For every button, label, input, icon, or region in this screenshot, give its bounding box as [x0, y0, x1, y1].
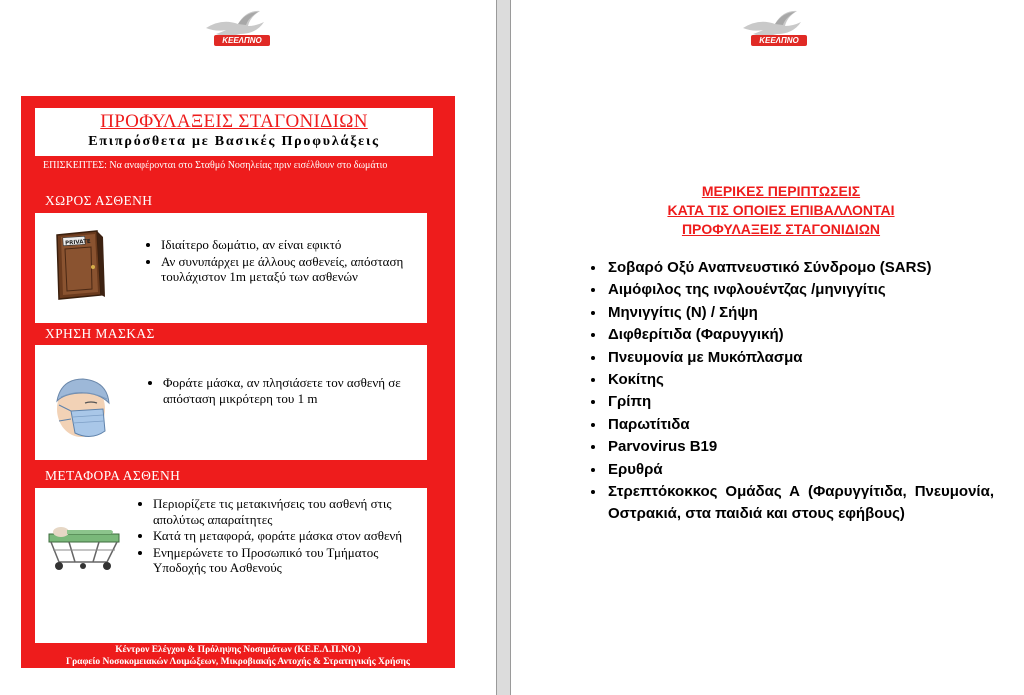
heading-line: ΜΕΡΙΚΕΣ ΠΕΡΙΠΤΩΣΕΙΣ [701, 183, 861, 199]
condition-item: • Ερυθρά [606, 459, 994, 481]
section-title-patient-transport: ΜΕΤΑΦΟΡΑ ΑΣΘΕΝΗ [45, 468, 181, 483]
logo-text: ΚΕΕΛΠΝΟ [214, 35, 270, 46]
condition-item: • Parvovirus B19 [606, 436, 994, 458]
condition-item: • Διφθερίτιδα (Φαρυγγική) [606, 324, 994, 346]
poster-title: ΠΡΟΦΥΛΑΞΕΙΣ ΣΤΑΓΟΝΙΔΙΩΝ [100, 111, 368, 132]
stretcher-icon [45, 518, 123, 583]
bullet-item: • Ιδιαίτερο δωμάτιο, αν είναι εφικτό [161, 237, 419, 253]
condition-item: • Μηνιγγίτις (Ν) / Σήψη [606, 302, 994, 324]
poster-footer-line1: Κέντρον Ελέγχου & Πρόληψης Νοσημάτων (ΚΕ.Ε.Λ.Π.ΝΟ.) [115, 645, 361, 655]
poster-subtitle: Επιπρόσθετα με Βασικές Προφυλάξεις [88, 134, 380, 149]
document-page-left [0, 0, 496, 695]
section-title-mask-use: ΧΡΗΣΗ ΜΑΣΚΑΣ [45, 326, 155, 341]
keelpno-logo [739, 8, 809, 48]
document-page-right [511, 0, 1024, 695]
condition-item: • Παρωτίτιδα [606, 414, 994, 436]
page-gutter [496, 0, 511, 695]
condition-item: • Κοκίτης [606, 369, 994, 391]
heading-line: ΠΡΟΦΥΛΑΞΕΙΣ ΣΤΑΓΟΝΙΔΙΩΝ [681, 221, 881, 237]
private-door-icon [51, 229, 109, 306]
poster [21, 96, 455, 668]
keelpno-logo [202, 8, 272, 48]
condition-item: • Πνευμονία με Μυκόπλασμα [606, 347, 994, 369]
door-label: PRIVATE [64, 238, 91, 247]
poster-footer-line2: Γραφείο Νοσοκομειακών Λοιμώξεων, Μικροβιακής Αντοχής & Στρατηγικής Χρήσης [66, 657, 410, 667]
condition-item: • Γρίπη [606, 391, 994, 413]
bullet-item: • Ενημερώνετε το Προσωπικό του Τμήματος Υποδοχής του Ασθενούς [153, 545, 425, 576]
section-box-patient-room [35, 213, 427, 323]
bullet-item: • Φοράτε μάσκα, αν πλησιάσετε τον ασθενή σε απόσταση μικρότερη του 1 m [163, 375, 415, 406]
condition-item: • Σοβαρό Οξύ Αναπνευστικό Σύνδρομο (SARS) [606, 257, 994, 279]
condition-item: • Αιμόφιλος της ινφλουέντζας /μηνιγγίτις [606, 279, 994, 301]
conditions-list [589, 257, 994, 526]
right-page-heading [591, 182, 971, 239]
face-mask-icon [51, 375, 115, 450]
visitors-note: ΕΠΙΣΚΕΠΤΕΣ: Να αναφέρονται στο Σταθμό Νοσηλείας πριν εισέλθουν στο δωμάτιο [43, 160, 388, 171]
section-box-mask-use [35, 345, 427, 460]
section-box-patient-transport [35, 488, 427, 643]
poster-header [35, 108, 433, 156]
condition-item: • Στρεπτόκοκκος Ομάδας Α (Φαρυγγίτιδα, Πνευμονία, Οστρακιά, στα παιδιά και στους εφήβους) [606, 481, 994, 526]
logo-text: ΚΕΕΛΠΝΟ [751, 35, 807, 46]
heading-line: ΚΑΤΑ ΤΙΣ ΟΠΟΙΕΣ ΕΠΙΒΑΛΛΟΝΤΑΙ [667, 202, 895, 218]
bullet-item: • Αν συνυπάρχει με άλλους ασθενείς, απόσταση τουλάχιστον 1m μεταξύ των ασθενών [161, 254, 419, 285]
section-title-patient-room: ΧΩΡΟΣ ΑΣΘΕΝΗ [45, 193, 153, 208]
bullet-item: • Περιορίζετε τις μετακινήσεις του ασθενή στις απολύτως απαραίτητες [153, 496, 425, 527]
bullet-item: • Κατά τη μεταφορά, φοράτε μάσκα στον ασθενή [153, 528, 425, 544]
